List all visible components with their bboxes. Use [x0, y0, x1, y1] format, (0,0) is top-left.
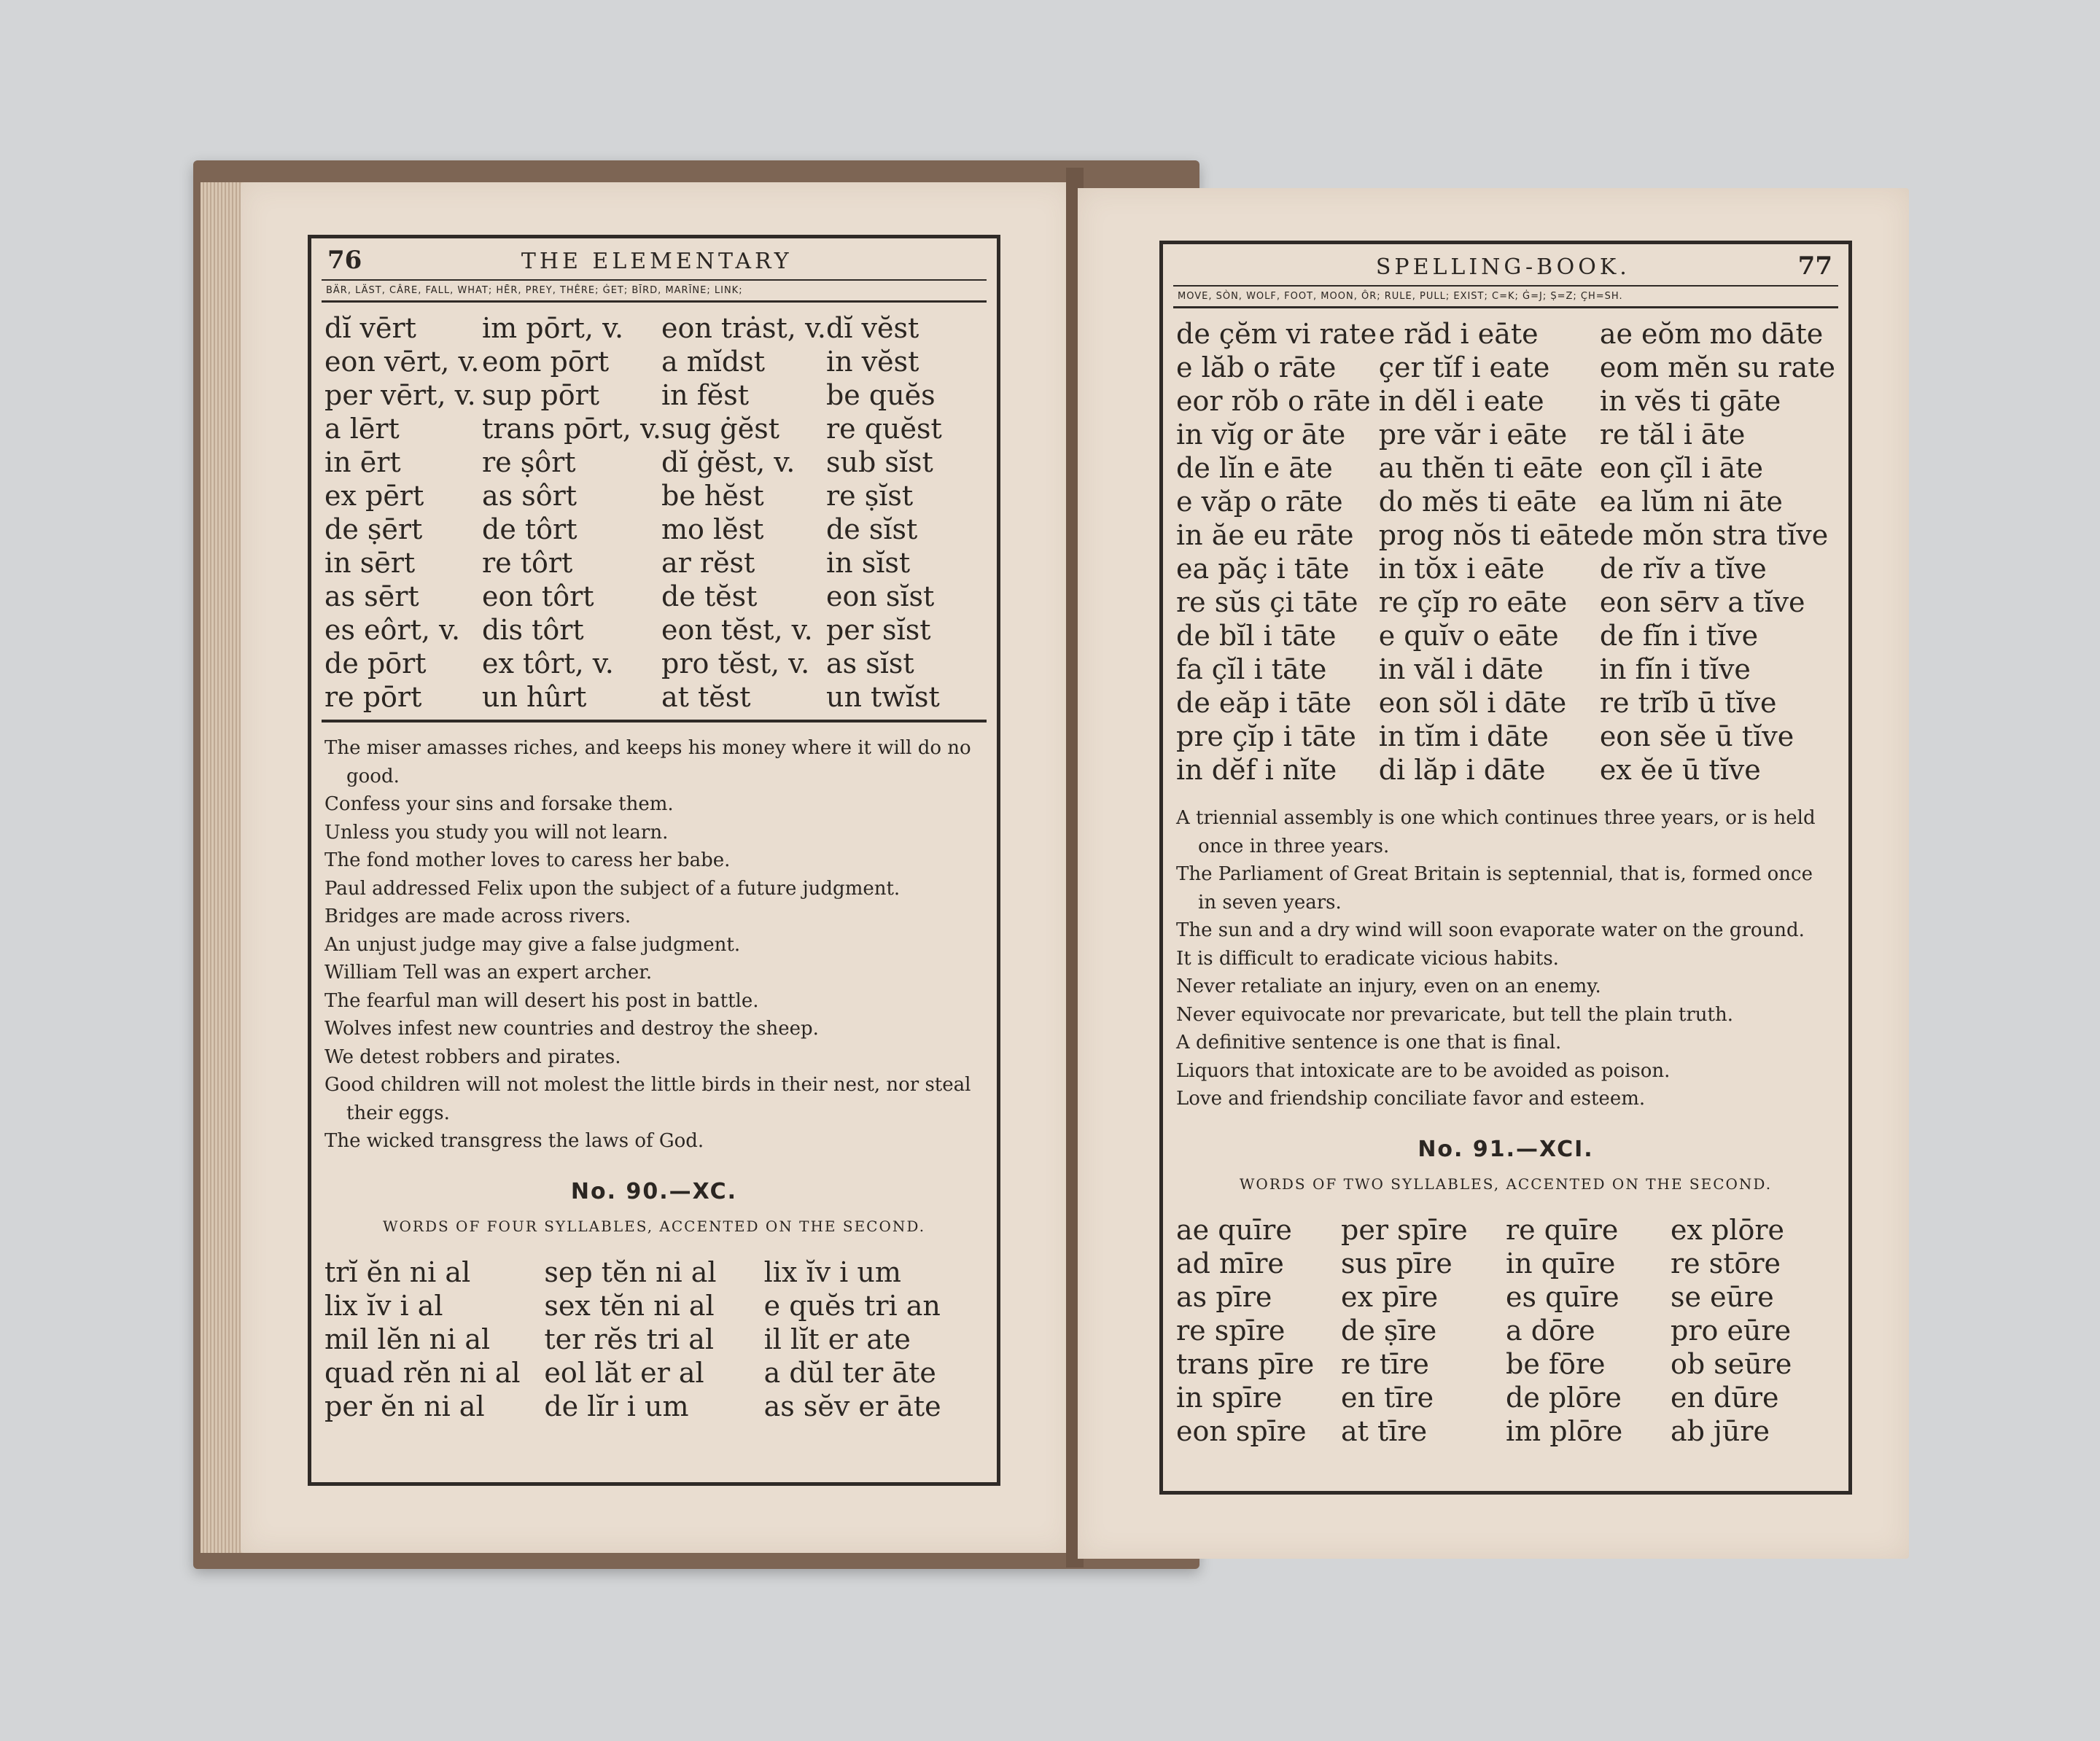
reading-sentence: Wolves infest new countries and destroy the sheep.: [324, 1018, 819, 1040]
reading-sentence: The sun and a dry wind will soon evaporate water on the ground.: [1176, 919, 1805, 941]
spelling-word: at tĕst: [661, 681, 751, 713]
spelling-word: de sĭst: [825, 513, 918, 545]
spelling-word: eon sērv a tĭve: [1599, 586, 1805, 618]
left-page: [241, 182, 1072, 1553]
spelling-word: in vĭg or āte: [1176, 418, 1346, 451]
spelling-word: ob seūre: [1671, 1347, 1792, 1380]
spelling-word: eon sĭst: [825, 580, 935, 612]
spelling-word: ar rĕst: [661, 547, 755, 579]
spelling-word: per ĕn ni al: [324, 1390, 485, 1422]
lesson-word-list-90: [322, 1247, 987, 1429]
spelling-word: de bĭl i tāte: [1176, 620, 1337, 652]
spelling-word: re sŭs çi tāte: [1176, 586, 1358, 618]
spelling-word: ex tôrt, v.: [482, 647, 614, 679]
spelling-word: ae eŏm mo dāte: [1599, 318, 1824, 350]
spelling-word: pro tĕst, v.: [661, 647, 810, 679]
spelling-word: in fĭn i tĭve: [1599, 653, 1751, 685]
spelling-word: re trĭb ū tĭve: [1599, 687, 1777, 719]
spelling-word: eon tĕst, v.: [661, 614, 813, 646]
spelling-word: ex pīre: [1341, 1280, 1439, 1313]
spelling-word: as sĕv er āte: [763, 1390, 941, 1422]
spelling-word: per vērt, v.: [324, 379, 476, 411]
spelling-word: as sôrt: [482, 480, 578, 512]
reading-sentence: A definitive sentence is one that is final.: [1176, 1032, 1562, 1053]
spelling-word: se eūre: [1671, 1280, 1774, 1313]
reading-sentence: The wicked transgress the laws of God.: [324, 1130, 704, 1152]
spelling-word: per spīre: [1341, 1213, 1468, 1246]
spelling-word: eon vērt, v.: [324, 346, 480, 378]
reading-sentence: Unless you study you will not learn.: [324, 821, 669, 844]
spelling-word: trans pīre: [1176, 1347, 1315, 1380]
reading-sentence: William Tell was an expert archer.: [324, 962, 653, 984]
reading-sentence: Never equivocate nor prevaricate, but tell the plain truth.: [1176, 1003, 1733, 1026]
spelling-word: en tīre: [1341, 1381, 1434, 1414]
spelling-word: in vĕs ti gāte: [1599, 385, 1781, 417]
sentences-right: [1173, 792, 1838, 1121]
spelling-word: re tīre: [1341, 1347, 1429, 1380]
reading-sentence: The fond mother loves to caress her babe.: [324, 849, 731, 871]
spelling-word: at tīre: [1341, 1414, 1428, 1447]
spelling-word: in ăe eu rāte: [1176, 519, 1354, 551]
spelling-word: di lăp i dāte: [1378, 754, 1546, 786]
spelling-word: mil lĕn ni al: [324, 1323, 491, 1355]
spelling-word: es eôrt, v.: [324, 614, 461, 646]
spelling-word: e quĭv o eāte: [1378, 620, 1559, 652]
spelling-word: sub sĭst: [825, 446, 933, 478]
spelling-word: re pōrt: [324, 681, 422, 713]
spelling-word: re quĕst: [825, 413, 942, 445]
spelling-word: mo lĕst: [661, 513, 764, 545]
spelling-word: be hĕst: [661, 480, 764, 512]
reading-sentence: The Parliament of Great Britain is septennial, that is, formed once in seven years.: [1176, 863, 1813, 914]
spelling-word: in văl i dāte: [1378, 653, 1544, 685]
spelling-word: çer tĭf i eate: [1378, 351, 1550, 383]
spelling-word: a dōre: [1506, 1314, 1595, 1347]
spelling-word: quad rĕn ni al: [324, 1356, 521, 1389]
spelling-word: re ṣĭst: [825, 480, 914, 512]
pronunciation-key-left: BÄR, LÄST, CÂRE, FALL, WHAT; HĒR, PREY, THÊRE; ĠET; BĪRD, MARĪNE; LINK;: [322, 279, 987, 303]
spelling-word: ex plōre: [1671, 1213, 1785, 1246]
reading-sentence: It is difficult to eradicate vicious habits.: [1176, 947, 1559, 970]
spelling-word: e răd i eāte: [1378, 318, 1539, 350]
spelling-word: dĭ vĕst: [825, 312, 919, 344]
spelling-word: de tôrt: [482, 513, 578, 545]
pronunciation-key-right: MOVE, SÒN, WOLF, FOOT, MOON, ÔR; RULE, PULL; EXIST; C=K; Ġ=J; Ṣ=Z; ÇH=SH.: [1173, 285, 1838, 308]
spelling-word: un hûrt: [482, 681, 587, 713]
spelling-word: eol lăt er al: [544, 1356, 704, 1389]
spelling-word: in sĭst: [825, 547, 911, 579]
spelling-word: sup pōrt: [482, 379, 600, 411]
page-number-right: 77: [1797, 252, 1832, 281]
spelling-word: de pōrt: [324, 647, 427, 679]
spelling-word: re quīre: [1506, 1213, 1619, 1246]
lesson-subtitle-90: WORDS OF FOUR SYLLABLES, ACCENTED ON THE SECOND.: [382, 1217, 926, 1235]
spelling-word: eon spīre: [1176, 1414, 1307, 1447]
spelling-word: in vĕst: [825, 346, 919, 378]
spelling-word: en dūre: [1671, 1381, 1779, 1414]
spelling-word: be fōre: [1506, 1347, 1606, 1380]
spelling-word: re spīre: [1176, 1314, 1286, 1347]
spelling-word: de eăp i tāte: [1176, 687, 1352, 719]
running-title-left: THE ELEMENTARY: [521, 249, 793, 274]
spelling-word: a dŭl ter āte: [763, 1356, 936, 1389]
reading-sentence: The fearful man will desert his post in battle.: [324, 989, 759, 1012]
spelling-word: in tŏx i eāte: [1378, 553, 1545, 585]
spelling-word: im pōrt, v.: [482, 312, 624, 344]
spelling-word: ex ĕe ū tĭve: [1599, 754, 1761, 786]
left-page-frame: [308, 235, 1000, 1486]
spelling-word: as sērt: [324, 580, 419, 612]
spelling-word: in dĕf i nĭte: [1176, 754, 1337, 786]
reading-sentence: An unjust judge may give a false judgment.: [324, 933, 741, 956]
spelling-word: in fĕst: [661, 379, 750, 411]
spelling-word: re ṣôrt: [482, 446, 576, 478]
spelling-word: eor rŏb o rāte: [1176, 385, 1371, 417]
spelling-word: il lĭt er ate: [763, 1323, 911, 1355]
word-list-left: [322, 303, 987, 723]
spelling-word: un twĭst: [825, 681, 940, 713]
spelling-word: re çĭp ro eāte: [1378, 586, 1568, 618]
spelling-word: e lăb o rāte: [1176, 351, 1337, 383]
spelling-word: eom mĕn su rate: [1599, 351, 1835, 383]
lesson-subtitle-91: WORDS OF TWO SYLLABLES, ACCENTED ON THE SECOND.: [1239, 1175, 1773, 1193]
spelling-word: de mŏn stra tĭve: [1599, 519, 1829, 551]
spelling-word: sus pīre: [1341, 1247, 1452, 1280]
reading-sentence: The miser amasses riches, and keeps his money where it will do no good.: [324, 737, 971, 787]
spelling-word: ab jūre: [1671, 1414, 1770, 1447]
spelling-word: eom pōrt: [482, 346, 610, 378]
spelling-word: ter rĕs tri al: [544, 1323, 715, 1355]
reading-sentence: Paul addressed Felix upon the subject of a future judgment.: [324, 877, 901, 900]
reading-sentence: Good children will not molest the little birds in their nest, nor steal their eggs.: [324, 1074, 971, 1124]
spelling-word: de lĭn e āte: [1176, 452, 1333, 484]
spelling-word: pro eūre: [1671, 1314, 1792, 1347]
spelling-word: prog nŏs ti eāte: [1378, 519, 1600, 551]
spelling-word: pre çĭp i tāte: [1176, 720, 1356, 752]
spelling-word: trĭ ĕn ni al: [324, 1255, 471, 1288]
spelling-word: per sĭst: [825, 614, 931, 646]
running-title-right: SPELLING-BOOK.: [1375, 254, 1630, 280]
spelling-word: in sērt: [324, 547, 416, 579]
spelling-word: in spīre: [1176, 1381, 1283, 1414]
spelling-word: de plōre: [1506, 1381, 1622, 1414]
spelling-word: in quīre: [1506, 1247, 1616, 1280]
left-running-head: [322, 246, 987, 279]
spelling-word: ad mīre: [1176, 1247, 1284, 1280]
spelling-word: de lĭr i um: [544, 1390, 689, 1422]
spelling-word: im plōre: [1506, 1414, 1623, 1447]
spelling-word: e quĕs tri an: [763, 1289, 941, 1322]
spelling-word: a mĭdst: [661, 346, 766, 378]
spelling-word: de ṣērt: [324, 513, 423, 545]
spelling-word: in ērt: [324, 446, 401, 478]
spelling-word: in dĕl i eate: [1378, 385, 1544, 417]
spelling-word: sep tĕn ni al: [544, 1255, 717, 1288]
lesson-word-list-91: [1173, 1204, 1838, 1454]
spelling-word: re stōre: [1671, 1247, 1781, 1280]
spelling-word: lix ĭv i al: [324, 1289, 443, 1322]
spelling-word: in tĭm i dāte: [1378, 720, 1549, 752]
spelling-word: eon çĭl i āte: [1599, 452, 1764, 484]
spelling-word: do mĕs ti eāte: [1378, 486, 1577, 518]
spelling-word: re tôrt: [482, 547, 573, 579]
right-page: [1078, 188, 1909, 1559]
spelling-word: sug ġĕst: [661, 413, 779, 445]
spelling-word: dĭ ġĕst, v.: [661, 446, 796, 478]
spelling-word: dis tôrt: [482, 614, 584, 646]
page-number-left: 76: [327, 246, 362, 275]
spelling-word: a lērt: [324, 413, 400, 445]
spelling-word: trans pōrt, v.: [482, 413, 661, 445]
reading-sentence: Bridges are made across rivers.: [324, 905, 631, 927]
spelling-word: de ṣīre: [1341, 1314, 1437, 1347]
spelling-word: au thĕn ti eāte: [1378, 452, 1584, 484]
right-page-frame: [1159, 241, 1852, 1495]
spelling-word: eon trȧst, v.: [661, 312, 826, 344]
sentences-left: [322, 723, 987, 1163]
spelling-word: de tĕst: [661, 580, 758, 612]
spelling-word: eon sĕe ū tĭve: [1599, 720, 1794, 752]
spelling-word: ea păç i tāte: [1176, 553, 1350, 585]
spelling-word: e văp o rāte: [1176, 486, 1343, 518]
spelling-word: re tăl i āte: [1599, 418, 1746, 451]
spelling-word: eon tôrt: [482, 580, 594, 612]
reading-sentence: Confess your sins and forsake them.: [324, 793, 674, 815]
reading-sentence: Liquors that intoxicate are to be avoided as poison.: [1176, 1059, 1671, 1082]
reading-sentence: Love and friendship conciliate favor and esteem.: [1176, 1088, 1646, 1110]
spelling-word: fa çĭl i tāte: [1176, 653, 1327, 685]
reading-sentence: A triennial assembly is one which continues three years, or is held once in three years.: [1176, 807, 1816, 857]
spelling-word: sex tĕn ni al: [544, 1289, 715, 1322]
reading-sentence: Never retaliate an injury, even on an enemy.: [1176, 975, 1601, 997]
spelling-word: de rĭv a tĭve: [1599, 553, 1767, 585]
spelling-word: be quĕs: [825, 379, 936, 411]
lesson-title-90: No. 90.—XC.: [570, 1178, 738, 1204]
spelling-word: ae quīre: [1176, 1213, 1292, 1246]
spelling-word: de fĭn i tĭve: [1599, 620, 1759, 652]
spelling-word: ea lŭm ni āte: [1599, 486, 1783, 518]
spelling-word: ex pērt: [324, 480, 424, 512]
right-running-head: [1173, 252, 1838, 285]
spelling-word: eon sŏl i dāte: [1378, 687, 1567, 719]
spelling-word: es quīre: [1506, 1280, 1619, 1313]
spelling-word: lix ĭv i um: [763, 1255, 901, 1288]
word-list-right: [1173, 308, 1838, 792]
spelling-word: as sĭst: [825, 647, 914, 679]
spelling-word: de çĕm vi rate: [1176, 318, 1377, 350]
reading-sentence: We detest robbers and pirates.: [324, 1045, 621, 1068]
spelling-word: dĭ vērt: [324, 312, 416, 344]
spelling-word: pre văr i eāte: [1378, 418, 1568, 451]
spelling-word: as pīre: [1176, 1280, 1272, 1313]
lesson-title-91: No. 91.—XCI.: [1418, 1136, 1594, 1162]
